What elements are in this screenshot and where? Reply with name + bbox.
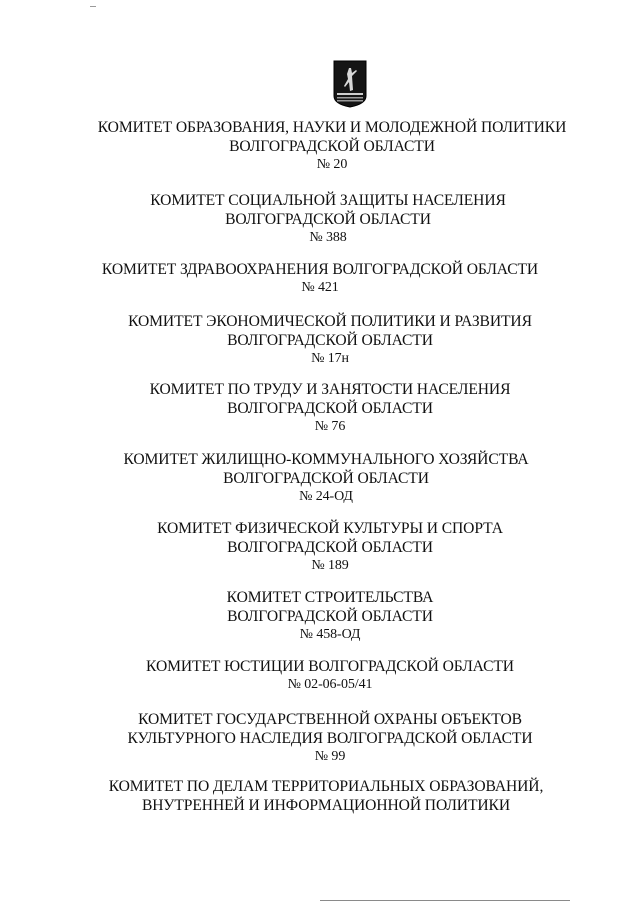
committee-block-health	[0, 260, 640, 297]
committee-name-line: КОМИТЕТ ЖИЛИЩНО-КОММУНАЛЬНОГО ХОЗЯЙСТВА	[123, 451, 529, 468]
committee-name-line: ВОЛГОГРАДСКОЙ ОБЛАСТИ	[227, 608, 433, 625]
scan-artifact	[90, 6, 96, 7]
committee-name-line: КОМИТЕТ ГОСУДАРСТВЕННОЙ ОХРАНЫ ОБЪЕКТОВ	[138, 711, 522, 728]
committee-name-line: КОМИТЕТ ЭКОНОМИЧЕСКОЙ ПОЛИТИКИ И РАЗВИТИЯ	[128, 313, 532, 330]
committee-block-territorial-affairs	[6, 777, 640, 815]
committee-name-line: КОМИТЕТ СТРОИТЕЛЬСТВА	[226, 589, 434, 606]
committee-name-line: КОМИТЕТ ПО ТРУДУ И ЗАНЯТОСТИ НАСЕЛЕНИЯ	[149, 381, 511, 398]
committee-block-heritage	[10, 710, 640, 766]
committee-name-line: КОМИТЕТ ЮСТИЦИИ ВОЛГОГРАДСКОЙ ОБЛАСТИ	[146, 658, 514, 675]
order-number: № 17н	[311, 351, 349, 366]
committee-block-housing	[6, 450, 640, 506]
committee-block-sport	[10, 519, 640, 575]
committee-name-line: ВОЛГОГРАДСКОЙ ОБЛАСТИ	[227, 400, 433, 417]
committee-block-education	[12, 118, 640, 174]
order-number: № 458-ОД	[299, 627, 361, 642]
committee-name-line: КОМИТЕТ ПО ДЕЛАМ ТЕРРИТОРИАЛЬНЫХ ОБРАЗОВАНИЙ,	[108, 778, 544, 795]
committee-block-justice	[10, 657, 640, 694]
committee-block-construction	[10, 588, 640, 644]
committee-block-labour	[10, 380, 640, 436]
committee-name-line: ВНУТРЕННЕЙ И ИНФОРМАЦИОННОЙ ПОЛИТИКИ	[141, 797, 511, 814]
committee-name-line: КОМИТЕТ ФИЗИЧЕСКОЙ КУЛЬТУРЫ И СПОРТА	[157, 520, 503, 537]
coat-of-arms-icon	[333, 60, 367, 108]
order-number: № 388	[309, 230, 347, 245]
committee-name-line: КОМИТЕТ СОЦИАЛЬНОЙ ЗАЩИТЫ НАСЕЛЕНИЯ	[150, 192, 506, 209]
order-number: № 99	[314, 749, 346, 764]
committee-name-line: ВОЛГОГРАДСКОЙ ОБЛАСТИ	[225, 211, 431, 228]
committee-name-line: КОМИТЕТ ОБРАЗОВАНИЯ, НАУКИ И МОЛОДЕЖНОЙ ПОЛИТИКИ	[97, 119, 567, 136]
order-number: № 76	[314, 419, 346, 434]
committee-name-line: ВОЛГОГРАДСКОЙ ОБЛАСТИ	[223, 470, 429, 487]
order-number: № 24-ОД	[299, 489, 353, 504]
scan-artifact	[320, 900, 570, 901]
committee-name-line: ВОЛГОГРАДСКОЙ ОБЛАСТИ	[229, 138, 435, 155]
order-number: № 189	[311, 558, 349, 573]
order-number: № 02-06-05/41	[287, 677, 373, 692]
committee-name-line: ВОЛГОГРАДСКОЙ ОБЛАСТИ	[227, 539, 433, 556]
order-number: № 421	[301, 280, 339, 295]
committee-block-social-protection	[8, 191, 640, 247]
committee-block-economic-policy	[10, 312, 640, 368]
order-number: № 20	[316, 157, 348, 172]
committee-name-line: ВОЛГОГРАДСКОЙ ОБЛАСТИ	[227, 332, 433, 349]
committee-name-line: КОМИТЕТ ЗДРАВООХРАНЕНИЯ ВОЛГОГРАДСКОЙ ОБЛАСТИ	[101, 261, 539, 278]
committee-name-line: КУЛЬТУРНОГО НАСЛЕДИЯ ВОЛГОГРАДСКОЙ ОБЛАСТИ	[127, 730, 533, 747]
